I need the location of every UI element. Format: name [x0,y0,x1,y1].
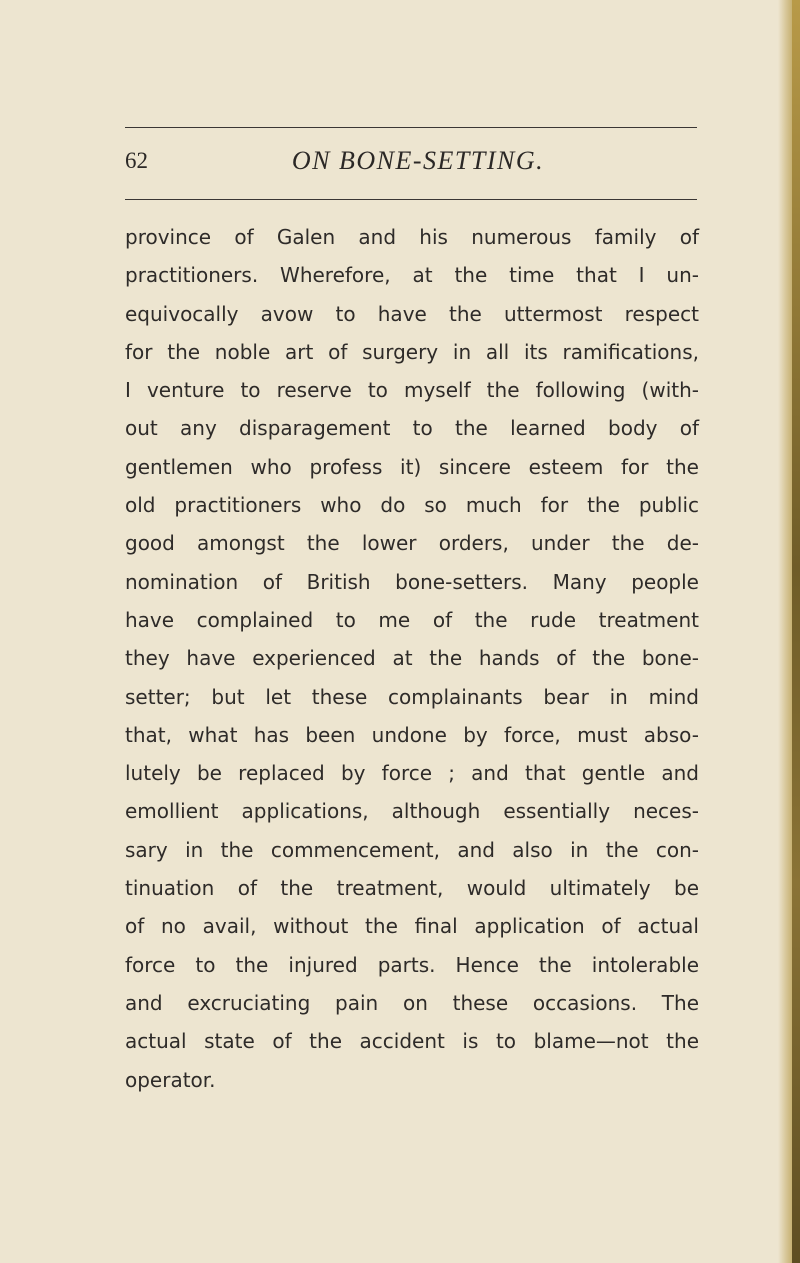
text-line: sary in the commencement, and also in the con- [125,837,699,862]
text-line: emollient applications, although essentially neces- [125,799,699,824]
text-line: actual state of the accident is to blame—not the [125,1029,699,1054]
text-line: for the noble art of surgery in all its ramifications, [125,339,699,364]
page-number: 62 [125,148,148,173]
text-line: out any disparagement to the learned body of [125,416,699,441]
text-line: I venture to reserve to myself the following (with- [125,378,699,403]
text-line: practitioners. Wherefore, at the time that I un- [125,263,699,288]
text-line: operator. [125,1067,216,1092]
text-line: good amongst the lower orders, under the de- [125,531,699,556]
text-line: gentlemen who profess it) sincere esteem for the [125,454,699,479]
running-title: ON BONE-SETTING. [291,146,545,175]
header-top-rule [125,127,697,128]
text-line: lutely be replaced by force ; and that gentle and [125,761,699,786]
text-line: force to the injured parts. Hence the intolerable [125,952,699,977]
page-edge [792,0,800,1263]
text-line: and excruciating pain on these occasions. The [125,990,699,1015]
header-bottom-rule [125,199,697,200]
text-line: have complained to me of the rude treatment [125,607,699,632]
text-line: nomination of British bone-setters. Many people [125,569,699,594]
text-line: province of Galen and his numerous family of [125,225,699,249]
text-line: setter; but let these complainants bear in mind [125,684,699,709]
text-line: tinuation of the treatment, would ultimately be [125,876,699,901]
text-line: that, what has been undone by force, must abso- [125,722,699,747]
text-line: old practitioners who do so much for the public [125,493,699,518]
body-text [125,218,699,1099]
running-header [125,142,697,186]
text-line: equivocally avow to have the uttermost respect [125,301,699,326]
text-line: of no avail, without the final application of actual [125,914,699,939]
text-line: they have experienced at the hands of the bone- [125,646,699,671]
